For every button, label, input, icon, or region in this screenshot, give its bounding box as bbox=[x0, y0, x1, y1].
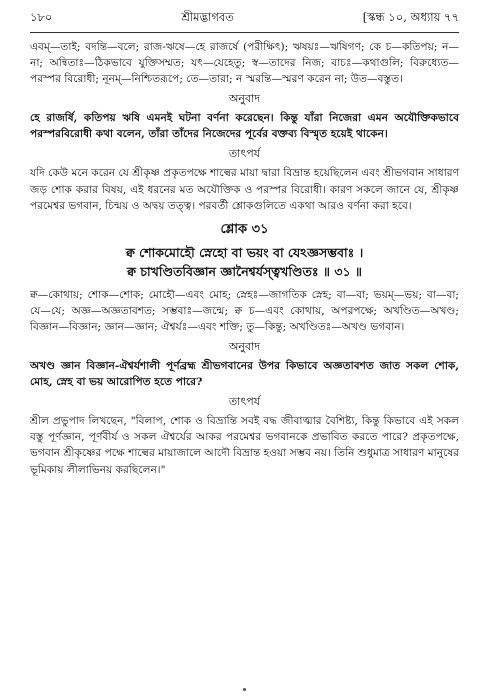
verse-line-2: ক্ব চাখণ্ডিতবিজ্ঞান জ্ঞানৈশ্বর্যস্ত্বখণ্ডিতঃ ॥ ৩১ ॥ bbox=[126, 263, 363, 279]
purport-heading-2: তাৎপর্য bbox=[228, 395, 261, 409]
translation-heading-2: অনুবাদ bbox=[228, 340, 261, 354]
translation-heading-1: অনুবাদ bbox=[228, 92, 261, 106]
chapter-reference: [স্কন্ধ ১০, অধ্যায় ৭৭ bbox=[362, 10, 459, 24]
book-title: শ্রীমদ্ভাগবত bbox=[181, 10, 234, 24]
page-number: ১৮০ bbox=[30, 10, 53, 24]
page-dot bbox=[243, 688, 246, 691]
synonyms-top: এবম্—তাই; বদন্তি—বলে; রাজ-ঋষে—হে রাজর্ষে (পরীক্ষিৎ); ঋষয়ঃ—ঋষিগণ; কে চ—কতিপয়; ন—না; অন্বিতাঃ—ঠিকভাবে যুক্তিসম্মত; যৎ—যেহেতু; স্ব—তাদের নিজ; বাচঃ—কথাগুলি; বিরুধ্যেত—পরস্পর বিরোধী; নূনম্—নিশ্চিতরূপে; তে—তারা; ন স্মরন্তি—স্মরণ করেন না; উত—বস্তুত। bbox=[30, 41, 459, 86]
purport-1: যদি কেউ মনে করেন যে শ্রীকৃষ্ণ প্রকৃতপক্ষে শাল্বের মায়া দ্বারা বিভ্রান্ত হয়েছিলেন এবং শ্রীভগবান সাধারণ জড় শোক করার বিষয়, এই ধরনের মত অযৌক্তিক ও পরস্পর বিরোধী। কারণ সকলে জানে যে, শ্রীকৃষ্ণ পরমেশ্বর ভগবান, চিন্ময় ও অদ্বয় তত্ত্ব। পরবর্তী শ্লোকগুলিতে একথা আরও বর্ণনা করা হবে। bbox=[30, 167, 459, 212]
page-header bbox=[30, 10, 459, 28]
verse-title: শ্লোক ৩১ bbox=[220, 221, 269, 237]
header-rule bbox=[30, 32, 459, 33]
translation-1: হে রাজর্ষি, কতিপয় ঋষি এমনই ঘটনা বর্ণনা করেছেন। কিন্তু যাঁরা নিজেরা এমন অযৌক্তিকভাবে পরস্পরবিরোধী কথা বলেন, তাঁরা তাঁদের নিজেদের পূর্বের বক্তব্য বিস্মৃত হয়েই থাকেন। bbox=[30, 112, 459, 141]
purport-heading-1: তাৎপর্য bbox=[228, 147, 261, 161]
verse-line-1: ক্ব শোকমোহৌ স্নেহো বা ভয়ং বা যেঽজ্ঞসম্ভবাঃ । bbox=[125, 244, 364, 260]
purport-2: শ্রীল প্রভুপাদ লিখছেন, "বিলাপ, শোক ও বিভ্রান্তি সবই বদ্ধ জীবাত্মার বৈশিষ্ট্য, কিন্তু কিভাবে এই সকল বস্তু পূর্ণজ্ঞান, পূর্ণবীর্য ও সকল ঐশ্বর্যের আকর পরমেশ্বর ভগবানকে প্রভাবিত করতে পারে? প্রকৃতপক্ষে, ভগবান শ্রীকৃষ্ণের পক্ষে শাল্বের মায়াজালে আদৌ বিভ্রান্ত হওয়া সম্ভব নয়। তিনি শুধুমাত্র সাধারণ মানুষের ভূমিকায় লীলাভিনয় করছিলেন।" bbox=[30, 415, 459, 476]
synonyms-verse: ক্ব—কোথায়; শোক—শোক; মোহৌ—এবং মোহ; স্নেহঃ—জাগতিক স্নেহ; বা—বা; ভয়ম্—ভয়; বা—বা; যে—যে; অজ্ঞ—অজ্ঞতাবশত; সম্ভবাঃ—জন্মে; ক্ব চ—এবং কোথায়, অপরপক্ষে; অখণ্ডিত—অখণ্ড; বিজ্ঞান—বিজ্ঞান; জ্ঞান—জ্ঞান; ঐশ্বর্যঃ—এবং শক্তি; তু—কিন্তু; অখণ্ডিতঃ—অখণ্ড ভগবান। bbox=[30, 288, 459, 333]
translation-2: অখণ্ড জ্ঞান বিজ্ঞান-ঐশ্বর্যশালী পূর্ণব্রহ্ম শ্রীভগবানের উপর কিভাবে অজ্ঞতাবশত জাত সকল শোক, মোহ, স্নেহ বা ভয় আরোপিত হতে পারে? bbox=[30, 360, 459, 389]
